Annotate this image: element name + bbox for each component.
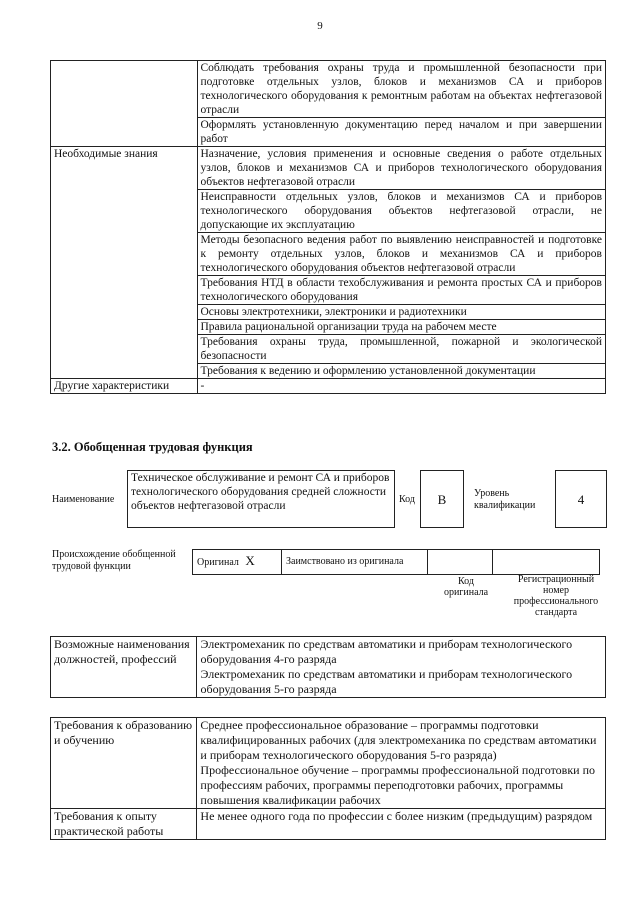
table-row	[51, 637, 606, 698]
table-row	[51, 809, 606, 840]
function-name-box: Техническое обслуживание и ремонт СА и приборов технологического оборудования средней сложности объектов нефтегазовой отрасли	[127, 470, 395, 528]
table-cell: Соблюдать требования охраны труда и промышленной безопасности при подготовке отдельных узлов, блоков и механизмов СА и приборов технологического оборудования к ремонтным работам на объектах нефтегазовой отрасли	[197, 61, 606, 118]
table-cell: Основы электротехники, электроники и радиотехники	[197, 305, 606, 320]
code-caption: Код оригинала	[443, 576, 489, 598]
level-value-box: 4	[555, 470, 607, 528]
list-item: Электромеханик по средствам автоматики и приборам технологического оборудования 5-го разряда	[200, 667, 573, 696]
experience-label: Требования к опыту практической работы	[51, 809, 197, 840]
positions-cell	[197, 637, 606, 698]
table-row	[51, 718, 606, 809]
table-cell: Методы безопасного ведения работ по выявлению неисправностей и подготовке к ремонту отдельных узлов, блоков и механизмов СА и приборов технологического оборудования объектов нефтегазовой отрасли	[197, 233, 606, 276]
table-cell: Требования к ведению и оформлению установленной документации	[197, 364, 606, 379]
table-label-cell	[51, 61, 198, 147]
name-label: Наименование	[52, 494, 115, 505]
origin-code-cell	[428, 550, 493, 575]
table-cell: Оформлять установленную документацию перед началом и при завершении работ	[197, 118, 606, 147]
origin-label: Происхождение обобщенной трудовой функции	[52, 549, 176, 572]
table-cell: Назначение, условия применения и основные сведения о работе отдельных узлов, блоков и механизмов СА и приборов технологического оборудования объектов нефтегазовой отрасли	[197, 147, 606, 190]
reg-caption: Регистрационный номер профессионального стандарта	[513, 574, 599, 618]
section-heading: 3.2. Обобщенная трудовая функция	[52, 440, 253, 454]
experience-cell: Не менее одного года по профессии с более низким (предыдущим) разрядом	[197, 809, 606, 840]
requirements-table	[50, 717, 606, 840]
table-row	[193, 550, 600, 575]
list-item: Электромеханик по средствам автоматики и приборам технологического оборудования 4-го разряда	[200, 637, 573, 666]
table-cell: -	[197, 379, 606, 394]
table-label-cell: Необходимые знания	[51, 147, 198, 379]
page-number: 9	[317, 20, 323, 32]
table-cell: Требования охраны труда, промышленной, пожарной и экологической безопасности	[197, 335, 606, 364]
original-mark: X	[245, 553, 255, 568]
table-row	[51, 61, 606, 118]
education-label: Требования к образованию и обучению	[51, 718, 197, 809]
positions-label: Возможные наименования должностей, профессий	[51, 637, 197, 698]
table-row	[51, 147, 606, 190]
list-item: Среднее профессиональное образование – программы подготовки квалифицированных рабочих (для электромеханика по средствам автоматики и приборам технологического оборудования 5-го разряда)	[200, 718, 597, 762]
knowledge-table	[50, 60, 606, 394]
table-label-cell: Другие характеристики	[51, 379, 198, 394]
borrowed-cell: Заимствовано из оригинала	[282, 550, 428, 575]
positions-table	[50, 636, 606, 698]
table-row	[51, 379, 606, 394]
original-label: Оригинал	[197, 557, 239, 568]
table-cell: Неисправности отдельных узлов, блоков и механизмов СА и приборов технологического оборудования объектов нефтегазовой отрасли, не допускающие их эксплуатацию	[197, 190, 606, 233]
code-value-box: B	[420, 470, 464, 528]
code-label: Код	[399, 494, 415, 505]
table-cell: Правила рациональной организации труда на рабочем месте	[197, 320, 606, 335]
original-cell	[193, 550, 282, 575]
level-label: Уровень квалификации	[474, 488, 536, 511]
list-item: Профессиональное обучение – программы профессиональной подготовки по профессиям рабочих, программы переподготовки рабочих, программы повышения квалификации рабочих	[200, 763, 595, 807]
origin-reg-cell	[493, 550, 600, 575]
education-cell	[197, 718, 606, 809]
table-cell: Требования НТД в области техобслуживания и ремонта простых СА и приборов технологического оборудования	[197, 276, 606, 305]
origin-table	[192, 549, 600, 575]
